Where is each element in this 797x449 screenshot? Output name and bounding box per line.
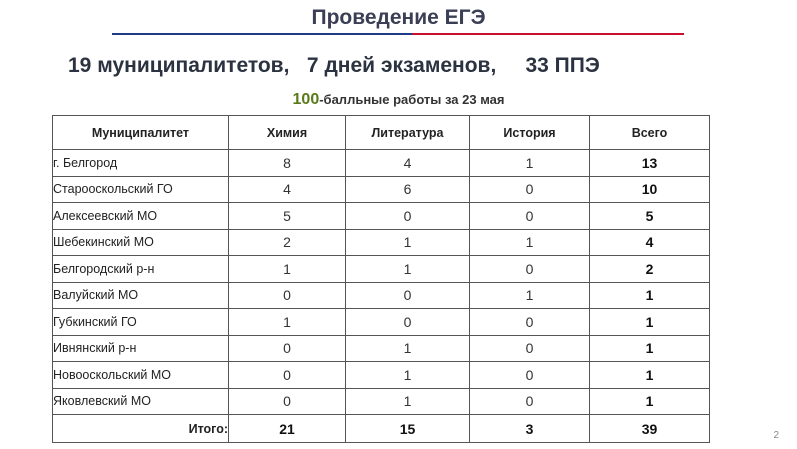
totals-literature: 15 [346, 415, 470, 443]
cell-total: 1 [590, 309, 710, 336]
cell-literature: 0 [346, 203, 470, 230]
table-row [53, 282, 710, 309]
column-header-chemistry: Химия [229, 116, 346, 150]
cell-literature: 1 [346, 256, 470, 283]
totals-all: 39 [590, 415, 710, 443]
cell-total: 13 [590, 150, 710, 177]
cell-chemistry: 0 [229, 282, 346, 309]
title-underline-red [412, 33, 684, 35]
table-row [53, 176, 710, 203]
table-row [53, 388, 710, 415]
cell-literature: 0 [346, 282, 470, 309]
cell-history: 1 [470, 282, 590, 309]
cell-literature: 6 [346, 176, 470, 203]
table-row [53, 203, 710, 230]
cell-history: 1 [470, 229, 590, 256]
table-row [53, 256, 710, 283]
cell-chemistry: 2 [229, 229, 346, 256]
cell-history: 1 [470, 150, 590, 177]
cell-literature: 0 [346, 309, 470, 336]
table-row [53, 150, 710, 177]
cell-municipality: Старооскольский ГО [53, 176, 229, 203]
cell-municipality: Губкинский ГО [53, 309, 229, 336]
title-area [0, 0, 797, 40]
table-header-row [53, 116, 710, 150]
cell-literature: 4 [346, 150, 470, 177]
cell-municipality: Яковлевский МО [53, 388, 229, 415]
caption-number: 100 [292, 91, 320, 108]
cell-municipality: Новооскольский МО [53, 362, 229, 389]
cell-chemistry: 0 [229, 362, 346, 389]
cell-municipality: Валуйский МО [53, 282, 229, 309]
cell-municipality: г. Белгород [53, 150, 229, 177]
totals-history: 3 [470, 415, 590, 443]
cell-literature: 1 [346, 335, 470, 362]
cell-history: 0 [470, 335, 590, 362]
cell-history: 0 [470, 203, 590, 230]
totals-chemistry: 21 [229, 415, 346, 443]
cell-total: 2 [590, 256, 710, 283]
cell-municipality: Белгородский р-н [53, 256, 229, 283]
cell-literature: 1 [346, 229, 470, 256]
totals-label: Итого: [53, 415, 229, 443]
cell-chemistry: 1 [229, 256, 346, 283]
cell-history: 0 [470, 362, 590, 389]
column-header-total: Всего [590, 116, 710, 150]
cell-history: 0 [470, 176, 590, 203]
cell-municipality: Ивнянский р-н [53, 335, 229, 362]
cell-municipality: Алексеевский МО [53, 203, 229, 230]
cell-literature: 1 [346, 388, 470, 415]
caption-text: -балльные работы за 23 мая [319, 92, 505, 107]
cell-municipality: Шебекинский МО [53, 229, 229, 256]
summary-line: 19 муниципалитетов, 7 дней экзаменов, 33 ППЭ [68, 54, 600, 77]
column-header-literature: Литература [346, 116, 470, 150]
cell-chemistry: 4 [229, 176, 346, 203]
cell-total: 5 [590, 203, 710, 230]
cell-total: 4 [590, 229, 710, 256]
cell-total: 1 [590, 388, 710, 415]
table-row [53, 362, 710, 389]
page-number: 2 [773, 430, 779, 441]
cell-chemistry: 1 [229, 309, 346, 336]
cell-literature: 1 [346, 362, 470, 389]
cell-history: 0 [470, 309, 590, 336]
cell-total: 1 [590, 335, 710, 362]
table-row [53, 229, 710, 256]
results-table [52, 115, 710, 443]
table-row [53, 335, 710, 362]
cell-chemistry: 5 [229, 203, 346, 230]
cell-total: 1 [590, 362, 710, 389]
cell-total: 10 [590, 176, 710, 203]
totals-row [53, 415, 710, 443]
cell-chemistry: 8 [229, 150, 346, 177]
cell-history: 0 [470, 388, 590, 415]
cell-chemistry: 0 [229, 388, 346, 415]
slide-title: Проведение ЕГЭ [311, 6, 486, 29]
cell-history: 0 [470, 256, 590, 283]
cell-chemistry: 0 [229, 335, 346, 362]
table-caption [0, 91, 797, 109]
column-header-municipality: Муниципалитет [53, 116, 229, 150]
column-header-history: История [470, 116, 590, 150]
table-row [53, 309, 710, 336]
title-underline-blue [112, 33, 412, 35]
cell-total: 1 [590, 282, 710, 309]
